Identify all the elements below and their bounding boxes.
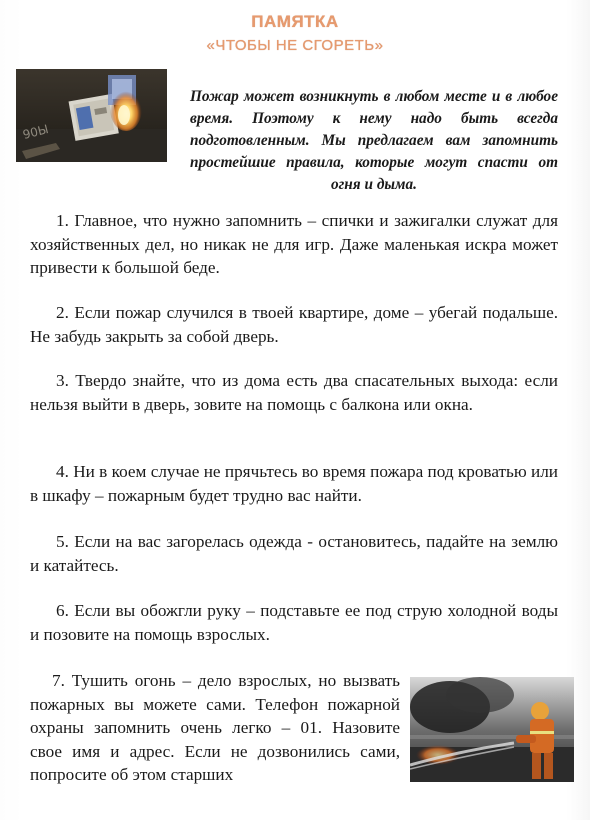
rule-text: 6. Если вы обожгли руку – подставьте ее под струю холодной воды и позовите на помощь взрослых. [30, 601, 558, 644]
rule-item [30, 530, 558, 577]
page-subtitle: «ЧТОБЫ НЕ СГОРЕТЬ» [206, 37, 384, 54]
rule-item [30, 301, 558, 348]
rule-item [30, 669, 400, 787]
svg-text:90Ы: 90Ы [21, 122, 50, 142]
rule-text: 7. Тушить огонь – дело взрослых, но вызвать пожарных вы можете сами. Телефон пожарной охраны запомнить очень легко – 01. Назовите свое имя и адрес. Если не дозвонились сами, попросите об этом старших [30, 671, 400, 784]
rule-item [30, 369, 558, 416]
firefighter-hose-photo [410, 677, 574, 782]
rule-item [30, 599, 558, 646]
rule-text: 5. Если на вас загорелась одежда - остановитесь, падайте на землю и катайтесь. [30, 532, 558, 575]
rule-text: 1. Главное, что нужно запомнить – спички и зажигалки служат для хозяйственных дел, но никак не для игр. Даже маленькая искра может привести к большой беде. [30, 211, 558, 277]
rule-text: 2. Если пожар случился в твоей квартире, доме – убегай подальше. Не забудь закрыть за собой дверь. [30, 303, 558, 346]
rule-text: 3. Твердо знайте, что из дома есть два спасательных выхода: если нельзя выйти в дверь, зовите на помощь с балкона или окна. [30, 371, 558, 414]
intro-text: Пожар может возникнуть в любом месте и в любое время. Поэтому к нему надо быть всегда подготовленным. Мы предлагаем вам запомнить простейшие правила, которые могут спасти от огня и дыма. [190, 88, 558, 193]
matches-burning-photo [16, 69, 167, 162]
rule-text: 4. Ни в коем случае не прячьтесь во время пожара под кроватью или в шкафу – пожарным будет трудно вас найти. [30, 462, 558, 505]
page-title: ПАМЯТКА [251, 12, 339, 31]
rule-item [30, 460, 558, 507]
rule-item [30, 209, 558, 280]
